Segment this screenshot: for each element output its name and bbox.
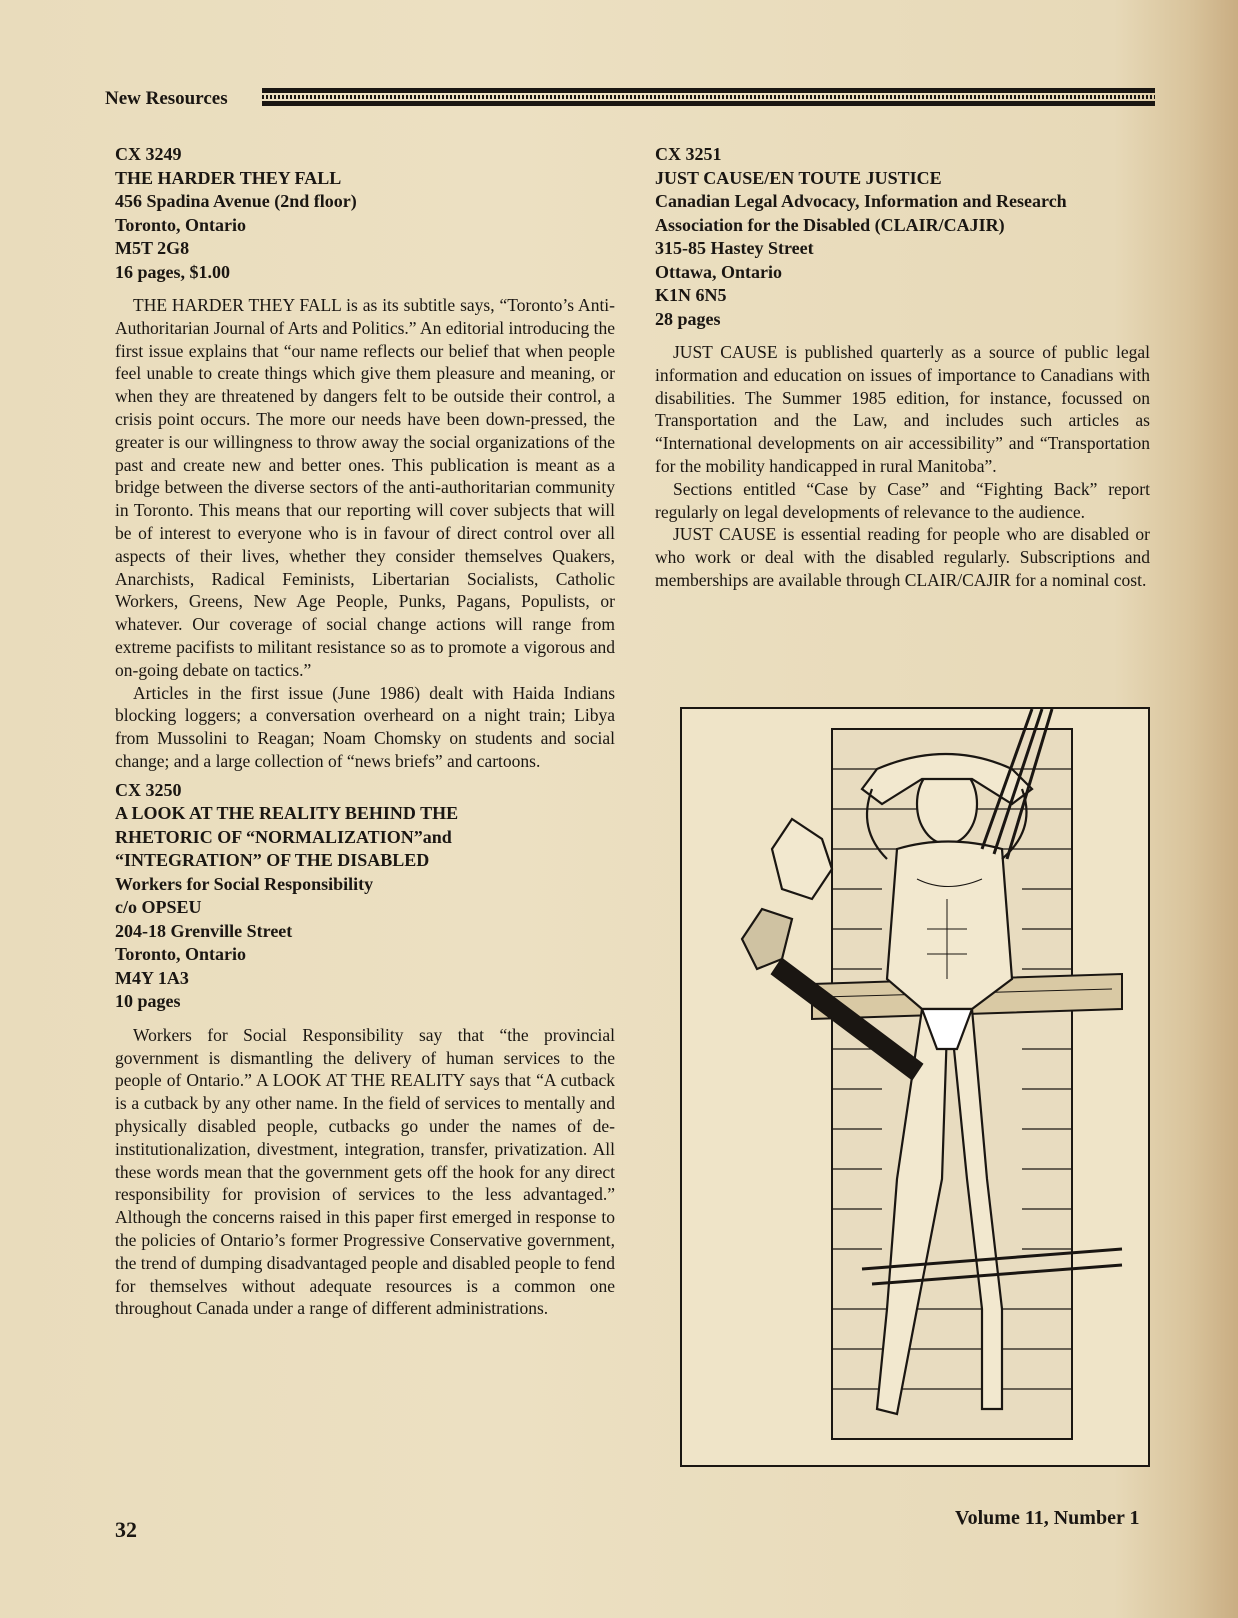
address-line: 315-85 Hastey Street — [655, 238, 814, 258]
address-line: Ottawa, Ontario — [655, 261, 782, 282]
paragraph: THE HARDER THEY FALL is as its subtitle says, “Toronto’s Anti-Authoritarian Journal of Arts and Politics.” An editorial introducing the first issue explains that “our name reflects our belief that when people feel unable to create things which give them pleasure and meaning, or when they are threatened by dangers felt to be outside their control, a crisis point occurs. The more our needs have been down-pressed, the greater is our willingness to throw away the social organizations of the past and create new and better ones. This publication is meant as a bridge between the diverse sectors of the anti-authoritarian community in Toronto. This means that our reporting will cover subjects that will be of interest to everyone who is in favour of direct control over all aspects of their lives, whether they consider themselves Quakers, Anarchists, Radical Feminists, Libertarian Socialists, Catholic Workers, Greens, New Age People, Punks, Pagans, Populists, or whatever. Our coverage of social change actions will range from extreme pacifists to militant resistance so as to promote a vigorous and on-going debate on tactics.” — [115, 295, 615, 680]
address-line: Toronto, Ontario — [115, 214, 247, 235]
illustration-bound-figure — [680, 707, 1150, 1467]
address-line: 456 Spadina Avenue (2nd floor) — [115, 191, 357, 211]
paragraph: Sections entitled “Case by Case” and “Fighting Back” report regularly on legal developments of relevance to the audience. — [655, 478, 1150, 522]
address-line: Toronto, Ontario — [115, 944, 247, 965]
header-rule — [262, 88, 1155, 106]
entry-details: 10 pages — [115, 991, 181, 1012]
address-line: Workers for Social Responsibility — [115, 873, 374, 894]
entry-id: CX 3250 — [115, 779, 182, 800]
paragraph: JUST CAUSE is published quarterly as a source of public legal information and education on issues of importance to Canadians with disabilities. The Summer 1985 edition, for instance, focussed on Transportation and the Law, and includes such articles as “International developments on air accessibility” and “Transportation for the mobility handicapped in rural Manitoba”. — [655, 342, 1150, 476]
address-line: 204-18 Grenville Street — [115, 920, 293, 941]
entry-title: THE HARDER THEY FALL — [115, 167, 342, 188]
figure-drawing — [682, 709, 1148, 1465]
entry-cx3249-body — [115, 294, 615, 773]
paragraph: Articles in the first issue (June 1986) dealt with Haida Indians blocking loggers; a conversation overheard on a night train; Libya from Mussolini to Reagan; Noam Chomsky on students and social change; and a large collection of “news briefs” and cartoons. — [115, 682, 615, 771]
entry-id: CX 3249 — [115, 144, 182, 164]
issue-label: Volume 11, Number 1 — [955, 1507, 1140, 1529]
entry-details: 16 pages, $1.00 — [115, 261, 231, 282]
entry-cx3250-header — [115, 779, 615, 1014]
entry-cx3250-body — [115, 1024, 615, 1320]
paragraph: JUST CAUSE is essential reading for people who are disabled or who work or deal with the disabled regularly. Subscriptions and memberships are available through CLAIR/CAJIR for a nominal cost. — [655, 524, 1150, 590]
left-column — [115, 143, 615, 1320]
entry-cx3249-header — [115, 143, 615, 284]
entry-title-line: “INTEGRATION” OF THE DISABLED — [115, 850, 430, 871]
address-line: Canadian Legal Advocacy, Information and Research — [655, 191, 1067, 211]
entry-details: 28 pages — [655, 308, 721, 329]
address-line: K1N 6N5 — [655, 285, 727, 305]
entry-id: CX 3251 — [655, 144, 722, 164]
entry-cx3251-header — [655, 143, 1150, 331]
entry-title-line: RHETORIC OF “NORMALIZATION”and — [115, 826, 452, 847]
section-title: New Resources — [105, 88, 228, 109]
paragraph: Workers for Social Responsibility say that “the provincial government is dismantling the delivery of human services to the people of Ontario.” A LOOK AT THE REALITY says that “A cutback is a cutback by any other name. In the field of services to mentally and physically disabled people, cutbacks go under the names of de-institutionalization, divestment, integration, transfer, privatization. All these words mean that the government gets off the hook for any direct responsibility for provision of services to the less advantaged.” Although the concerns raised in this paper first emerged in response to the policies of Ontario’s former Progressive Conservative government, the trend of dumping disadvantaged people and disabled people to fend for themselves without adequate resources is a common one throughout Canada under a range of different administrations. — [115, 1024, 615, 1319]
entry-cx3251-body — [655, 341, 1150, 592]
address-line: c/o OPSEU — [115, 897, 202, 918]
page-number: 32 — [115, 1517, 137, 1542]
address-line: Association for the Disabled (CLAIR/CAJIR) — [655, 214, 1005, 235]
address-line: M5T 2G8 — [115, 238, 190, 258]
entry-title: JUST CAUSE/EN TOUTE JUSTICE — [655, 167, 942, 188]
right-column — [655, 143, 1150, 592]
address-line: M4Y 1A3 — [115, 967, 189, 988]
entry-title-line: A LOOK AT THE REALITY BEHIND THE — [115, 803, 459, 824]
